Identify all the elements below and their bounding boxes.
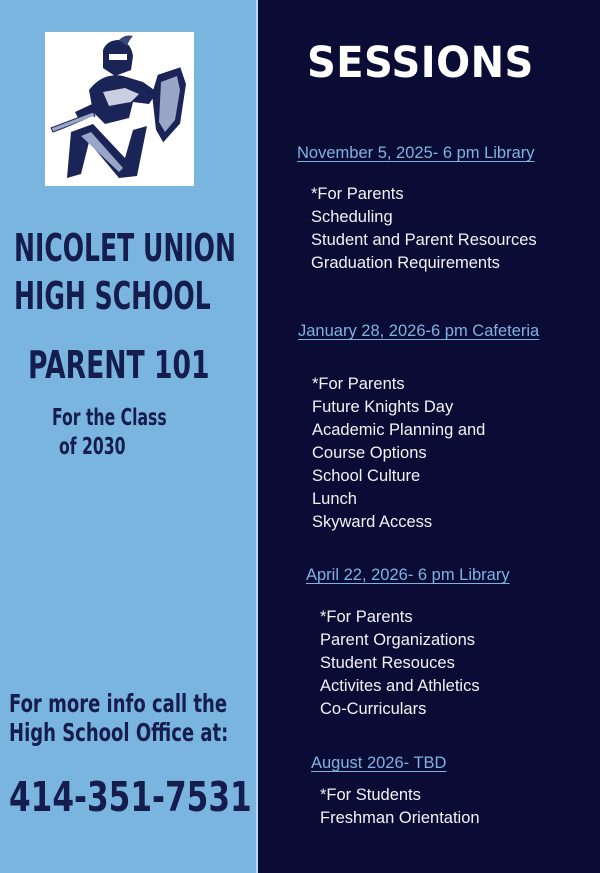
session-topic: Student Resouces [320, 654, 455, 672]
session-topic: *For Students [320, 786, 421, 804]
session-topic-list [320, 606, 510, 721]
school-name-line-1: NICOLET UNION [14, 226, 236, 270]
contact-info-line-1: For more info call the [9, 689, 228, 718]
session-block [298, 322, 539, 534]
left-panel [0, 0, 258, 873]
session-block [311, 754, 480, 830]
session-topic: Activites and Athletics [320, 677, 480, 695]
session-topic: *For Parents [312, 375, 405, 393]
session-topic: Scheduling [311, 208, 393, 226]
class-year-line-2: of 2030 [59, 434, 126, 460]
session-topic: Academic Planning and [312, 421, 486, 439]
class-year-line-1: For the Class [52, 405, 167, 431]
session-block [297, 144, 537, 275]
session-topic-list [311, 183, 537, 275]
session-date-link[interactable]: January 28, 2026-6 pm Cafeteria [298, 322, 540, 340]
session-topic: Course Options [312, 444, 427, 462]
session-topic: Freshman Orientation [320, 809, 480, 827]
session-topic: *For Parents [320, 608, 413, 626]
knight-mascot-logo-icon [45, 32, 194, 186]
session-date-link[interactable]: April 22, 2026- 6 pm Library [306, 566, 510, 584]
session-topic-list [320, 784, 480, 830]
session-block [306, 566, 510, 721]
sessions-title: SESSIONS [307, 38, 534, 88]
session-topic: Co-Curriculars [320, 700, 427, 718]
session-topic: Parent Organizations [320, 631, 476, 649]
phone-number: 414-351-7531 [9, 773, 252, 821]
session-topic: Student and Parent Resources [311, 231, 537, 249]
session-topic: School Culture [312, 467, 421, 485]
session-topic: Future Knights Day [312, 398, 454, 416]
session-topic-list [312, 373, 539, 534]
session-topic: *For Parents [311, 185, 404, 203]
school-name-line-2: HIGH SCHOOL [14, 274, 211, 318]
session-date-link[interactable]: November 5, 2025- 6 pm Library [297, 144, 535, 162]
session-topic: Lunch [312, 490, 357, 508]
school-logo [45, 32, 194, 186]
contact-info-line-2: High School Office at: [9, 718, 229, 747]
session-topic: Skyward Access [312, 513, 433, 531]
session-topic: Graduation Requirements [311, 254, 500, 272]
session-date-link[interactable]: August 2026- TBD [311, 754, 447, 772]
program-title: PARENT 101 [28, 343, 210, 387]
